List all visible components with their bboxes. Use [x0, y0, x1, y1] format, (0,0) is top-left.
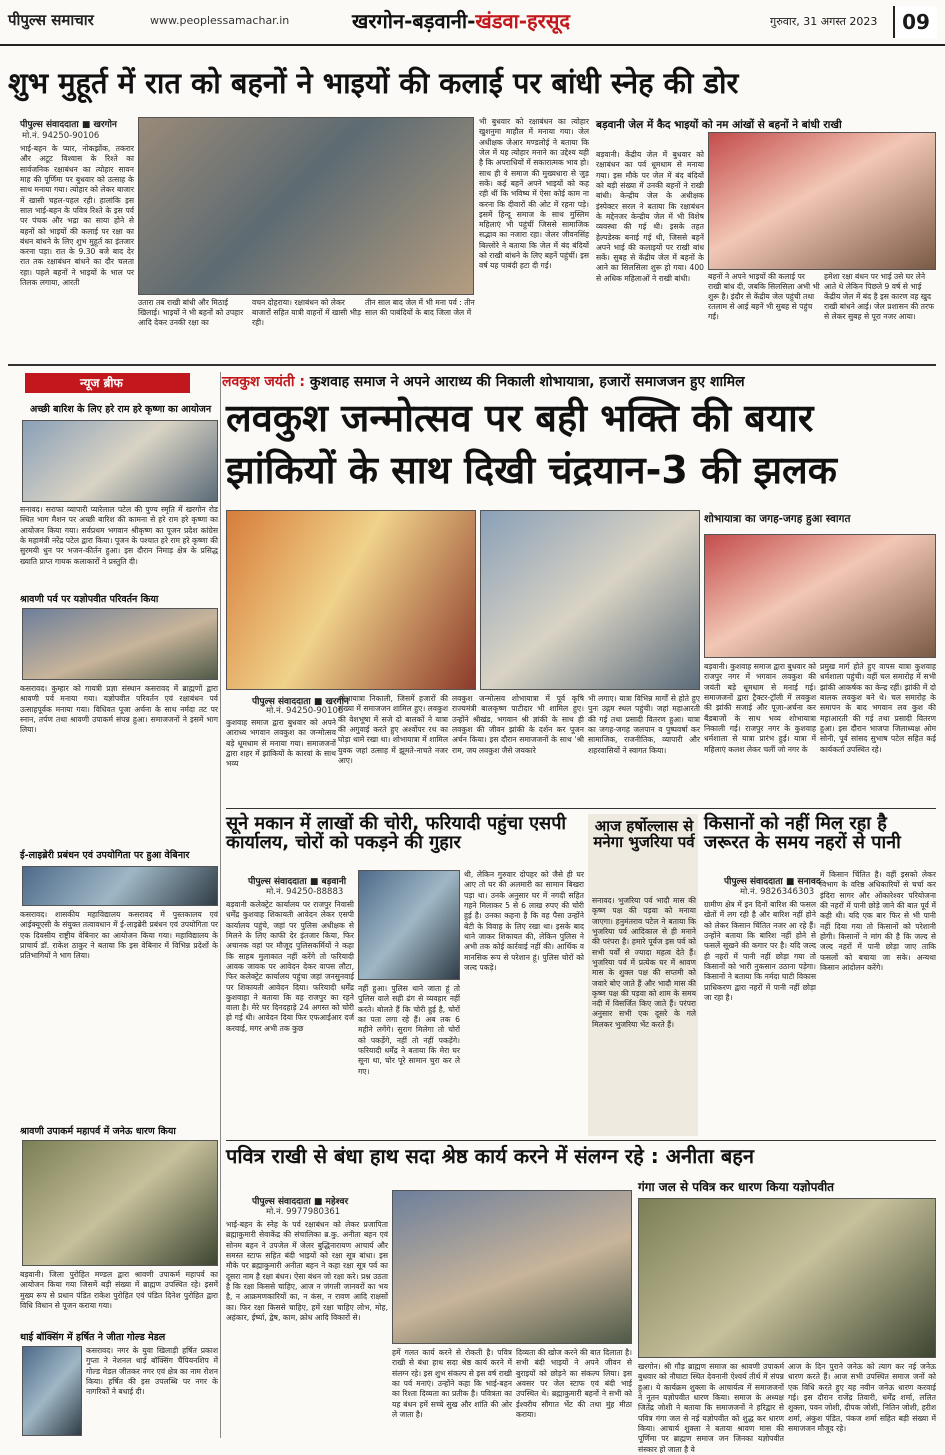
- farmers-col-2: में किसान चिंतित है। वहीं इसको लेकर विभाग के वरिष्ठ अधिकारियों से चर्चा कर इंदिरा सागर और ओंकारेश्वर परियोजना की नहरों में पानी छोड़े जाने की बात पूर्व में कही थी। यदि एक बार फिर से भी पानी नहीं दिया गया तो किसानों को परेशानी होगी। किसानों ने मांग की है कि जल्द से जल्द नहरों में पानी छोड़ा जाए ताकि फसलों को बचाया जा सके। अन्यथा किसान आंदोलन करेंगे।: [820, 870, 936, 972]
- farmers-col-1: ग्रामीण क्षेत्र में इन दिनों बारिश की फसल खेतों में लग रही है और बारिश नहीं होने को लेकर किसान चिंतित नजर आ रहे हैं। उन्होंने बताया कि बारिश नहीं होने से फसलें सूखने की कगार पर है। यदि जल्द ही नहरों में पानी नहीं छोड़ा गया तो किसानों को भारी नुकसान उठाना पड़ेगा। किसानों ने बताया कि नर्मदा घाटी विकास प्राधिकरण द्वारा नहरों में पानी नहीं छोड़ा जा रहा है।: [704, 900, 816, 1002]
- lavkush-photo-1: [226, 510, 476, 690]
- story1-caption-2: वचन दोहराया। रक्षाबंधन को लेकर बाजारों सहित यात्री वाहनों में खासी भीड़ रही।: [252, 298, 362, 328]
- theft-photo: [358, 870, 460, 980]
- yagyopavit-col-1: खरगोन। श्री गौड़ ब्राह्मण समाज का श्रावणी उपाकर्म बुधवार को नौघाटा स्थित देवनानी ऐश्वर्य तीर्थ में संपन्न हुआ। ये कार्यक्रम शुक्ला के आचार्यत्व में समाजजनों ने नूतन यज्ञोपवीत धारण किया। समाज के अध्यक्ष जितेंद्र जोशी ने बताया कि समाजजनों ने हरिद्वार से पवित्र गंगा जल से नई यज्ञोपवीत को शुद्ध कर धारण किया। आचार्य शुक्ला ने बताया श्रावण मास की पूर्णिमा पर ब्राह्मण समाज जन जिनका यज्ञोपवीत संस्कार हो जाता है वे: [638, 1362, 784, 1454]
- lavkush-right-2: प्रमुख मार्ग होते हुए वापस यात्रा कुशवाह धर्मशाला पहुंची। वहीं चल समारोह में सभी झांकी आकर्षक का केन्द्र रहीं। झांकी में दो बालक लवकुश बने थे। चल समारोह के समापन के बाद भगवान लव कुश की महाआरती की गई तथा प्रसादी वितरण हुआ। इस दौरान भाजपा जिलाध्यक्ष ओम सोनी, पूर्व सांसद सुभाष पटेल सहित कई कार्यकर्ता उपस्थित रहे।: [820, 662, 936, 754]
- rakhi-bk-photo: [392, 1190, 632, 1344]
- brief4-title: श्रावणी उपाकर्म महापर्व में जनेऊ धारण किया: [20, 1126, 176, 1137]
- lavkush-kicker-text: कुशवाह समाज ने अपने आराध्य की निकाली शोभायात्रा, हजारों समाजजन हुए शामिल: [309, 374, 745, 390]
- lavkush-headline-2: झांकियों के साथ दिखी चंद्रयान-3 की झलक: [226, 448, 837, 492]
- brief2-body: कसरावद। कुम्हार को गायत्री प्रज्ञा संस्थान कसरावद में ब्राह्मणों द्वारा श्रावणी पर्व मनाया गया। यज्ञोपवीत परिवर्तन एवं रक्षाबंधन पर्व उत्साहपूर्वक मनाया गया। विधिवत पूजा अर्चना के साथ नर्मदा तट पर स्नान, तर्पण तथा श्रावणी उपाकर्म संपन्न हुआ। समाजजनों ने इसमें भाग लिया।: [20, 684, 218, 735]
- bhujariya-headline: आज हर्षोल्लास से मनेगा भुजरिया पर्व: [593, 817, 695, 852]
- section-title-black: खरगोन-बड़वानी-: [352, 9, 476, 33]
- news-brief-tag: न्यूज ब्रीफ: [25, 373, 190, 393]
- brief1-title: अच्छी बारिश के लिए हरे राम हरे कृष्णा का आयोजन: [30, 404, 212, 415]
- story1-byline: पीपुल्स संवाददाता ■ खरगोन: [20, 120, 117, 130]
- story1-caption-1: उतारा तब राखी बांधी और मिठाई खिलाई। भाइयों ने भी बहनों को उपहार आदि देकर उनकी रक्षा का: [138, 298, 244, 328]
- rakhi-bk-col-2: हमें गलत कार्य करने से रोकती है। पवित्र राखी से बंधा हाथ सदा श्रेष्ठ कार्य करने में संलग्न रहे। इस शुभ संकल्प से इस वर्ष राखी का पर्व मनाएं। उन्होंने कहा कि भाई-बहन का रिश्ता दिव्यता का प्रतीक है। पवित्रता का यह बंधन हमें सच्चे सुख और शांति की ओर ले जाता है।: [392, 1348, 512, 1419]
- bhujariya-body: सनावद। भुजरिया पर्व भादौ मास की कृष्ण पक्ष की पड़वा को मनाया जाएगा। हनुमंतराव पटेल ने बताया कि भुजरिया पर्व आदिकाल से ही मनाने की परंपरा है। हमारे पूर्वज इस पर्व को सभी पर्वों से ज्यादा महत्व देते हैं। भुजरिया पर्व में प्रत्येक घर में श्रावण मास के शुक्ल पक्ष की सप्तमी को जवारे बोए जाते हैं और भादौ मास की कृष्ण पक्ष की पड़वा को शाम के समय नदी में विसर्जित किए जाते हैं। परंपरा अनुसार सभी एक दूसरे के गले मिलकर भुजरिया भेंट करते हैं।: [592, 896, 696, 1029]
- rakhi-bk-mobile: मो.नं. 9977980361: [266, 1207, 341, 1217]
- theft-headline: सूने मकान में लाखों की चोरी, फरियादी पहुंचा एसपी कार्यालय, चोरों को पकड़ने की गुहार: [226, 813, 567, 854]
- rakhi-bk-headline: पवित्र राखी से बंधा हाथ सदा श्रेष्ठ कार्य करने में संलग्न रहे : अनीता बहन: [226, 1144, 754, 1168]
- story2-caption-2: हमेशा रक्षा बंधन पर भाई उसे घर लेने आते थे लेकिन पिछले 9 वर्ष से भाई केंद्रीय जेल में बंद है इस कारण वह खुद राखी बांधने आई। जेल प्रशासन की तरफ से लेकर सुबह से पूरा नजर आया।: [824, 272, 934, 322]
- brief3-title: ई-लाइब्रेरी प्रबंधन एवं उपयोगिता पर हुआ वेबिनार: [20, 850, 190, 861]
- lavkush-kicker-label: लवकुश जयंती :: [222, 374, 306, 390]
- brief1-photo: [22, 420, 218, 502]
- section-title-red: खंडवा-हरसूद: [475, 9, 570, 33]
- section-title: [352, 7, 570, 34]
- lavkush-col-3: लवकुश जन्मोत्सव शोभायात्रा में पूर्व कृषि राज्यमंत्री बालकृष्ण पाटीदार भी शामिल हुए। उन्होंने श्रीखंड, भगवान श्री ज्ञांकी के साथ ही लवकुश की जीवन झांकी के दर्शन कर पूजन अर्चन किया। इस दौरान समाजजनों के साथ 'श्री राम, जय लवकुश जैसे जयकारे: [452, 694, 584, 755]
- lavkush-photo-2: [480, 510, 700, 690]
- yagyopavit-col-2: आज के दिन पुराने जनेऊ को त्याग कर नई जनेऊ धारण करते हैं। आज सभी उपस्थित समाज जनों को एक विधि करते हुए यह नवीन जनेऊ धारण करवाई गई। इस दौरान राजेंद्र तिवारी, धर्मेंद्र शर्मा, ललित शुक्ला, पवन जोशी, दीपक जोशी, नितिन जोशी, हरीश शर्मा, अंकुश पंडित, पंकज शर्मा सहित बड़ी संख्या में समाजजन मौजूद रहे।: [788, 1362, 936, 1433]
- brief4-body: बड़वानी। जिला पुरोहित मण्डल द्वारा श्रावणी उपाकर्म महापर्व का आयोजन किया गया जिसमें बड़ी संख्या में ब्राह्मण उपस्थित रहे। इसमें मुख्य रूप से प्रधान पंडित राकेश पुरोहित एवं पंडित दिनेश पुरोहित द्वारा विधि विधान से पूजन कराया गया।: [20, 1270, 218, 1310]
- rakhi-bk-byline: पीपुल्स संवाददाता ■ महेश्वर: [252, 1197, 349, 1207]
- yagyopavit-photo: [638, 1198, 936, 1358]
- lavkush-photo-tag: शोभायात्रा का जगह-जगह हुआ स्वागत: [704, 513, 851, 525]
- brief1-body: सनावद। सराफा व्यापारी प्यारेलाल पटेल की पुण्य स्मृति में खरगोन रोड स्थित भाग मैशन पर अच्छी बारिश की कामना से हरे राम हरे कृष्णा का आयोजन किया गया। सर्वप्रथम भगवान श्रीकृष्ण का पूजन प्रदेश कांग्रेस के महामंत्री नरेंद्र पटेल द्वारा किया। पूजन के पश्चात हरे राम हरे कृष्णा की सुरमयी धुन पर भजन-कीर्तन हुआ। इस दौरान निमाड़ क्षेत्र के प्रसिद्ध ख्याति प्राप्त गायक कलाकारों ने प्रस्तुति दी।: [20, 505, 218, 566]
- section-divider-3: [226, 1140, 936, 1141]
- column-divider: [220, 372, 221, 1438]
- brief2-title: श्रावणी पर्व पर यज्ञोपवीत परिवर्तन किया: [20, 594, 159, 605]
- lavkush-photo-3: [704, 534, 936, 658]
- rakhi-bk-col-1: भाई-बहन के स्नेह के पर्व रक्षाबंधन को लेकर प्रजापिता ब्रह्माकुमारी सेवाकेंद्र की संचालिका ब्र.कु. अनीता बहन एवं सोनम बहन ने उपजेल में जेलर बुद्धिनारायण आचार्य और समस्त स्टाफ सहित बंदी भाइयों को रक्षा सूत्र बांधा। इस मौके पर ब्रह्माकुमारी अनीता बहन ने कहा रक्षा सूत्र पर्व का दूसरा नाम है रक्षा बंधन। ऐसा बंधन जो रक्षा करे। प्रश्न उठता है कि रक्षा किससे चाहिए, आज न जंगली जानवरों का भय है, न आक्रमणकारियों का, न कंस, न रावण आदि राक्षसों का। फिर रक्षा किससे चाहिए, हमें रक्षा चाहिए लोभ, मोह, अहंकार, ईर्ष्या, द्वेष, काम, क्रोध आदि विकारों से।: [226, 1220, 388, 1322]
- theft-mobile: मो.नं. 94250-88883: [266, 887, 344, 897]
- farmers-headline: किसानों को नहीं मिल रहा है जरूरत के समय नहरों से पानी: [704, 813, 901, 854]
- story1-body: भाई-बहन के प्यार, नोकझोंक, तकरार और अटूट विश्वास के रिश्ते का सार्वजनिक रक्षाबंधन का त्योहार सावन माह की पूर्णिमा पर बुधवार को उत्साह के साथ मनाया गया। त्योहार को लेकर बाजार में खासी चहल-पहल रही। हालांकि इस साल भाई-बहन के पवित्र रिश्ते के इस पर्व पर पंचक और भद्रा का साया होने से बहनों को भाइयों की कलाई पर रक्षा का बंधन बांधने के लिए शुभ मुहूर्त का इंतजार करना पड़ा। रात के 9.30 बजे बाद देर रात तक रक्षाबंधन बांधने का दौर चलता रहा। पहले बहनों ने भाइयों के भाल पर तिलक लगाया, आरती: [20, 144, 134, 288]
- section-divider-2: [226, 808, 936, 809]
- brief4-photo: [22, 1140, 218, 1266]
- brief5-photo: [22, 1346, 82, 1436]
- farmers-byline: पीपुल्स संवाददाता ■ सनावद: [724, 877, 821, 887]
- section-divider: [8, 364, 936, 366]
- story1-headline: शुभ मुहूर्त में रात को बहनों ने भाइयों की कलाई पर बांधी स्नेह की डोर: [8, 66, 739, 100]
- brief5-body: कसरावद। नगर के युवा खिलाड़ी हर्षित प्रकाश गुप्ता ने नेशनल थाई बॉक्सिंग चैंपियनशिप में गोल्ड मेडल जीतकर नगर एवं क्षेत्र का नाम रोशन किया। हर्षित की इस उपलब्धि पर नगर के नागरिकों ने बधाई दी।: [86, 1346, 218, 1397]
- page-masthead: [0, 0, 945, 46]
- issue-date: गुरुवार, 31 अगस्त 2023: [770, 15, 878, 28]
- theft-col-1: बड़वानी कलेक्ट्रेट कार्यालय पर राजपुर निवासी धर्मेंद्र कुशवाह शिकायती आवेदन लेकर एसपी कार्यालय पहुंचे, जहां पर पुलिस अधीक्षक से मिलने के लिए काफी देर इंतजार किया, फिर अचानक वहां पर मौजूद पुलिसकर्मियों ने कहा कि साहब मुलाकात नहीं करेंगे तो फरियादी आवक जावक पर आवेदन देकर वापस लौटा, फिर कलेक्ट्रेट कार्यालय पहुंचा जहां जनसुनवाई पर शिकायती आवेदन दिया। फरियादी धर्मेंद्र कुशवाहा ने बताया कि वह राजपुर का रहने वाला है। मेरे घर दिनदहाड़े 24 अगस्त को चोरी हो गई थी। आवेदन दिया फिर एफआईआर दर्ज करवाई, मगर अभी तक कुछ: [226, 900, 354, 1033]
- lavkush-byline: पीपुल्स संवाददाता ■ खरगोन: [252, 697, 349, 707]
- story1-mobile: मो.नं. 94250-90106: [22, 131, 100, 141]
- yagyopavit-headline: गंगा जल से पवित्र कर धारण किया यज्ञोपवीत: [638, 1180, 835, 1194]
- theft-col-3: थी, लेकिन गुरुवार दोपहर को जैसे ही घर आए तो घर की अलमारी का सामान बिखरा पड़ा था। उनके अनुसार घर में नगदी सहित गहने मिलाकर 5 से 6 लाख रुपए की चोरी हुई है। उनका कहना है कि वह पैसा उन्होंने बेटी के विवाह के लिए रखा था। इसके बाद थाने जाकर शिकायत की, लेकिन पुलिस ने अभी तक कोई कार्रवाई नहीं की। आर्थिक व मानसिक रूप से परेशान हूं। पुलिस चोरों को जल्द पकड़े।: [464, 870, 584, 972]
- rakhi-bk-col-3: दिव्यता की खोज करने की बात दिलाता है। सभी बंदी भाइयों ने अपने जीवन से बुराइयों को छोड़ने का संकल्प लिया। इस अवसर पर जेल स्टाफ एवं बंदी भाई उपस्थित थे। ब्रह्माकुमारी बहनों ने सभी को ईश्वरीय सौगात भेंट की तथा मुंह मीठा कराया।: [516, 1348, 632, 1419]
- lavkush-headline-1: लवकुश जन्मोत्सव पर बही भक्ति की बयार: [226, 396, 814, 440]
- story1-caption-3: तीन साल बाद जेल में भी मना पर्व : तीन साल की पाबंदियों के बाद जिला जेल में: [365, 298, 475, 318]
- lavkush-kicker: [222, 372, 942, 394]
- brief2-photo: [22, 608, 218, 680]
- brief3-body: कसरावद। शासकीय महाविद्यालय कसरावद में पुस्तकालय एवं आईक्यूएसी के संयुक्त तत्वावधान में ई-लाइब्रेरी प्रबंधन एवं उपयोगिता पर एक दिवसीय राष्ट्रीय वेबिनार का आयोजन किया गया। महाविद्यालय के प्राचार्य डॉ. राकेश ठाकुर ने बताया कि इस वेबिनार में विभिन्न प्रदेशों के प्रतिभागियों ने भाग लिया।: [20, 910, 218, 961]
- story2-caption-1: बहनों ने अपने भाइयों की कलाई पर राखी बांध दी, जबकि सिलसिला अभी भी शुरू है। इंदौर से केंद्रीय जेल पहुंची तथा रतलाम से आई बहनें भी सुबह से पहुंच गईं।: [708, 272, 820, 322]
- story2-body: बड़वानी। केंद्रीय जेल में बुधवार को रक्षाबंधन का पर्व धूमधाम से मनाया गया। इस मौके पर जेल में बंद बंदियों को बड़ी संख्या में उनकी बहनों ने राखी बांधी। केन्द्रीय जेल के अधीक्षक इंस्पेक्टर सरल ने बताया कि रक्षाबंधन के मद्देनजर केन्द्रीय जेल में भी विशेष व्यवस्था की गई थी। इसके तहत हेल्पडेस्क बनाई गई थी, जिससे बहनें अपने भाई की कलाइयों पर राखी बांध सकें। सुबह से केंद्रीय जेल में बहनों के आने का सिलसिला शुरू हो गया। 400 से अधिक महिलाओं ने राखी बांधी।: [596, 150, 704, 283]
- story1-column: भी बुधवार को रक्षाबंधन का त्योहार खुशनुमा माहौल में मनाया गया। जेल अधीक्षक जेआर मण्डलोई ने बताया कि जेल में यह त्योहार मनाने का उद्देश्य यही है कि अपराधियों में सकारात्मक भाव हो। साथ ही वे समाज की मुख्यधारा से जुड़ सकें। कई बहनें अपने भाइयों को कह रही थीं कि भविष्य में ऐसा कोई काम ना करना कि दीवारों की ओट में रहना पड़े। इसमें हिन्दू समाज के साथ मुस्लिम महिलाएं भी पहुंचीं जिससे सामाजिक सद्भाव का नजारा रहा। जेलर जीवनसिंह बिल्लोरे ने बताया कि जेल में बंद बंदियों को राखी बांधने के लिए बहनें पहुंचीं। इस वर्ष यह पाबंदी हटा दी गई।: [479, 117, 589, 271]
- story2-headline: बड़वानी जेल में कैद भाइयों को नम आंखों से बहनों ने बांधी राखी: [596, 119, 842, 131]
- page-number: 09: [893, 6, 937, 38]
- lavkush-col-2: शोभायात्रा निकाली, जिसमें हजारों की संख्या में समाजजन शामिल हुए। लवकुश की वेशभूषा में सजे दो बालकों ने यात्रा की अगुवाई करते हुए अश्वोंपर रथ का घोड़ा थामे रखा था। शोभायात्रा में शामिल युवक जहां उत्साह में झूमते-नाचते नजर आए।: [338, 694, 448, 765]
- lavkush-col-4: भी लगाए। यात्रा विभिन्न मार्गों से होते हुए पुनः उद्गम स्थल पहुंची। जहां महाआरती की गई तथा प्रसादी वितरण हुआ। यात्रा का जगह-जगह जलपान व पुष्पवर्षा कर सामाजिक, राजनीतिक, व्यापारी और शहरवासियों ने स्वागत किया।: [588, 694, 700, 755]
- lavkush-mobile: मो.नं. 94250-90106: [266, 706, 344, 716]
- theft-byline: पीपुल्स संवाददाता ■ बड़वानी: [248, 877, 347, 887]
- brief5-title: थाई बॉक्सिंग में हर्षित ने जीता गोल्ड मेडल: [20, 1332, 166, 1343]
- lavkush-right-1: बड़वानी। कुशवाह समाज द्वारा बुधवार को राजपुर नगर में भगवान लवकुश की जयंती बड़े धूमधाम से मनाई गई। समाजजनों द्वारा ट्रैक्टर-ट्रॉली में लवकुश की झांकी सजाई और पूजा-अर्चना कर बैंडबाजों के साथ भव्य शोभायात्रा निकाली गई। राजपुर नगर के कुशवाह धर्मशाला से यात्रा प्रारंभ हुई। यात्रा में महिलाएं कलश लेकर चलीं जो नगर के: [704, 662, 816, 754]
- newspaper-brand: पीपुल्स समाचार: [8, 11, 94, 29]
- lavkush-col-1: कुशवाह समाज द्वारा बुधवार को अपने आराध्य भगवान लवकुश का जन्मोत्सव बड़े धूमधाम से मनाया गया। समाजजनों द्वारा शहर में झांकियों के कारवां के साथ भव्य: [226, 718, 336, 769]
- brief3-photo: [22, 866, 218, 906]
- story2-photo: [708, 132, 936, 270]
- theft-col-2: नहीं हुआ। पुलिस थाने जाता हूं तो पुलिस वाले सही ढंग से व्यवहार नहीं करते। बोलते हैं कि चोरी हुई है, चोरों का पता लगा रहे हैं। अब तक 6 महीने लगेंगे। सुराग मिलेगा तो चोरों को पकड़ेंगे, नहीं तो नहीं पकड़ेंगे। फरियादी धर्मेंद्र ने बताया कि मेरा घर सूना था, चोर पूरे सामान चुरा कर ले गए।: [358, 984, 460, 1076]
- story1-photo: [138, 117, 474, 295]
- newspaper-url[interactable]: www.peoplessamachar.in: [150, 14, 290, 27]
- farmers-mobile: मो.नं. 9826346303: [740, 887, 815, 897]
